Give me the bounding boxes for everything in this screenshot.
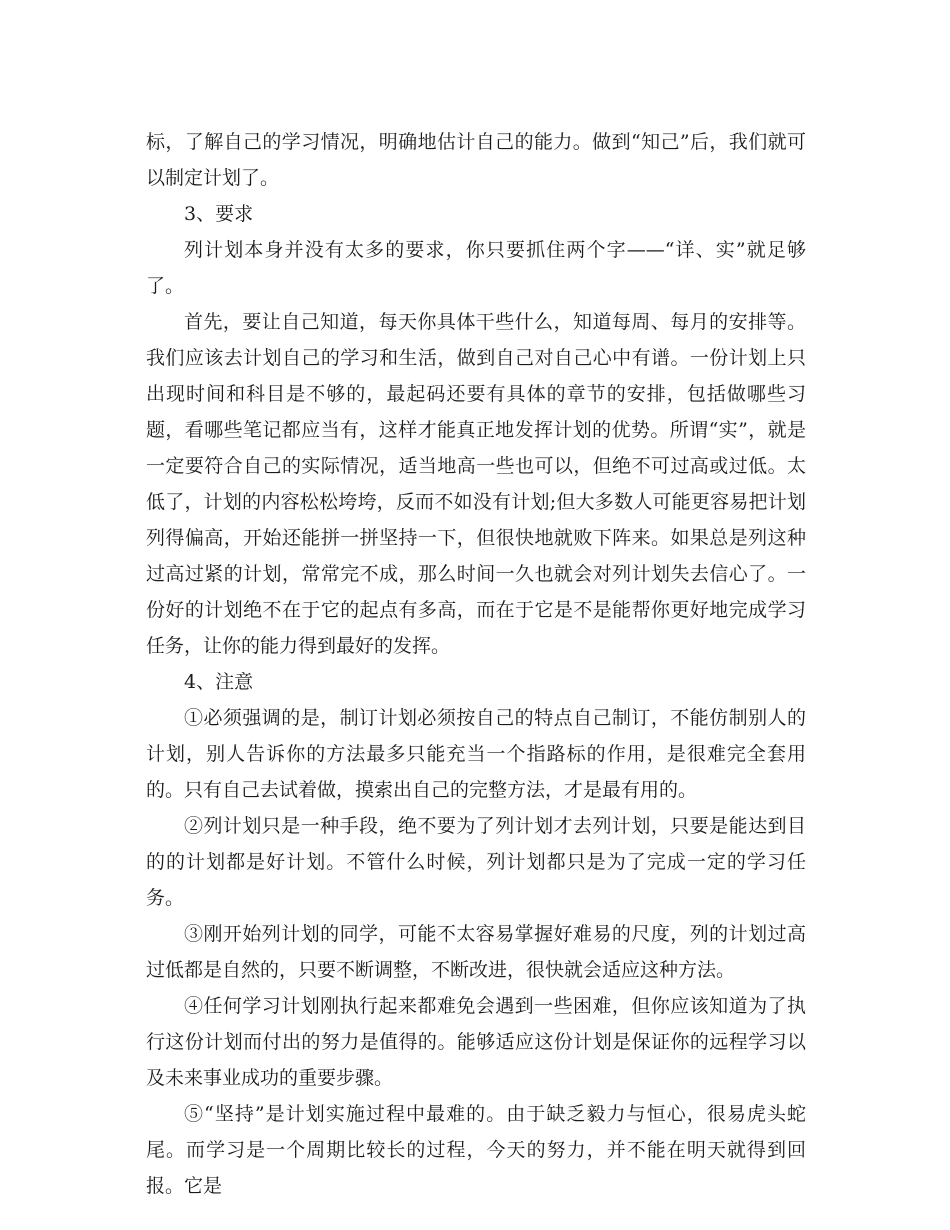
note-item-2: ②列计划只是一种手段，绝不要为了列计划才去列计划，只要是能达到目的的计划都是好计划。不管什么时候，列计划都只是为了完成一定的学习任务。 (146, 815, 806, 909)
section-heading-requirements: 3、要求 (184, 203, 254, 225)
paragraph-requirements-detail: 首先，要让自己知道，每天你具体干些什么，知道每周、每月的安排等。我们应该去计划自己的学习和生活，做到自己对自己心中有谱。一份计划上只出现时间和科目是不够的，最起码还要有具体的章节的安排，包括做哪些习题，看哪些笔记都应当有，这样才能真正地发挥计划的优势。所谓“实”，就是一定要符合自己的实际情况，适当地高一些也可以，但绝不可过高或过低。太低了，计划的内容松松垮垮，反而不如没有计划;但大多数人可能更容易把计划列得偏高，开始还能拼一拼坚持一下，但很快地就败下阵来。如果总是列这种过高过紧的计划，常常完不成，那么时间一久也就会对列计划失去信心了。一份好的计划绝不在于它的起点有多高，而在于它是不是能帮你更好地完成学习任务，让你的能力得到最好的发挥。 (146, 311, 806, 657)
paragraph-requirements-summary: 列计划本身并没有太多的要求，你只要抓住两个字——“详、实”就足够了。 (146, 239, 806, 297)
note-item-1: ①必须强调的是，制订计划必须按自己的特点自己制订，不能仿制别人的计划，别人告诉你的方法最多只能充当一个指路标的作用，是很难完全套用的。只有自己去试着做，摸索出自己的完整方法，才是最有用的。 (146, 707, 806, 801)
note-item-5: ⑤“坚持”是计划实施过程中最难的。由于缺乏毅力与恒心，很易虎头蛇尾。而学习是一个周期比较长的过程，今天的努力，并不能在明天就得到回报。它是 (146, 1103, 806, 1197)
paragraph-intro-continued: 标，了解自己的学习情况，明确地估计自己的能力。做到“知己”后，我们就可以制定计划了。 (146, 131, 806, 189)
document-body (146, 124, 806, 1204)
note-item-4: ④任何学习计划刚执行起来都难免会遇到一些困难，但你应该知道为了执行这份计划而付出的努力是值得的。能够适应这份计划是保证你的远程学习以及未来事业成功的重要步骤。 (146, 995, 806, 1089)
section-heading-notes: 4、注意 (184, 671, 254, 693)
note-item-3: ③刚开始列计划的同学，可能不太容易掌握好难易的尺度，列的计划过高过低都是自然的，只要不断调整，不断改进，很快就会适应这种方法。 (146, 923, 806, 981)
